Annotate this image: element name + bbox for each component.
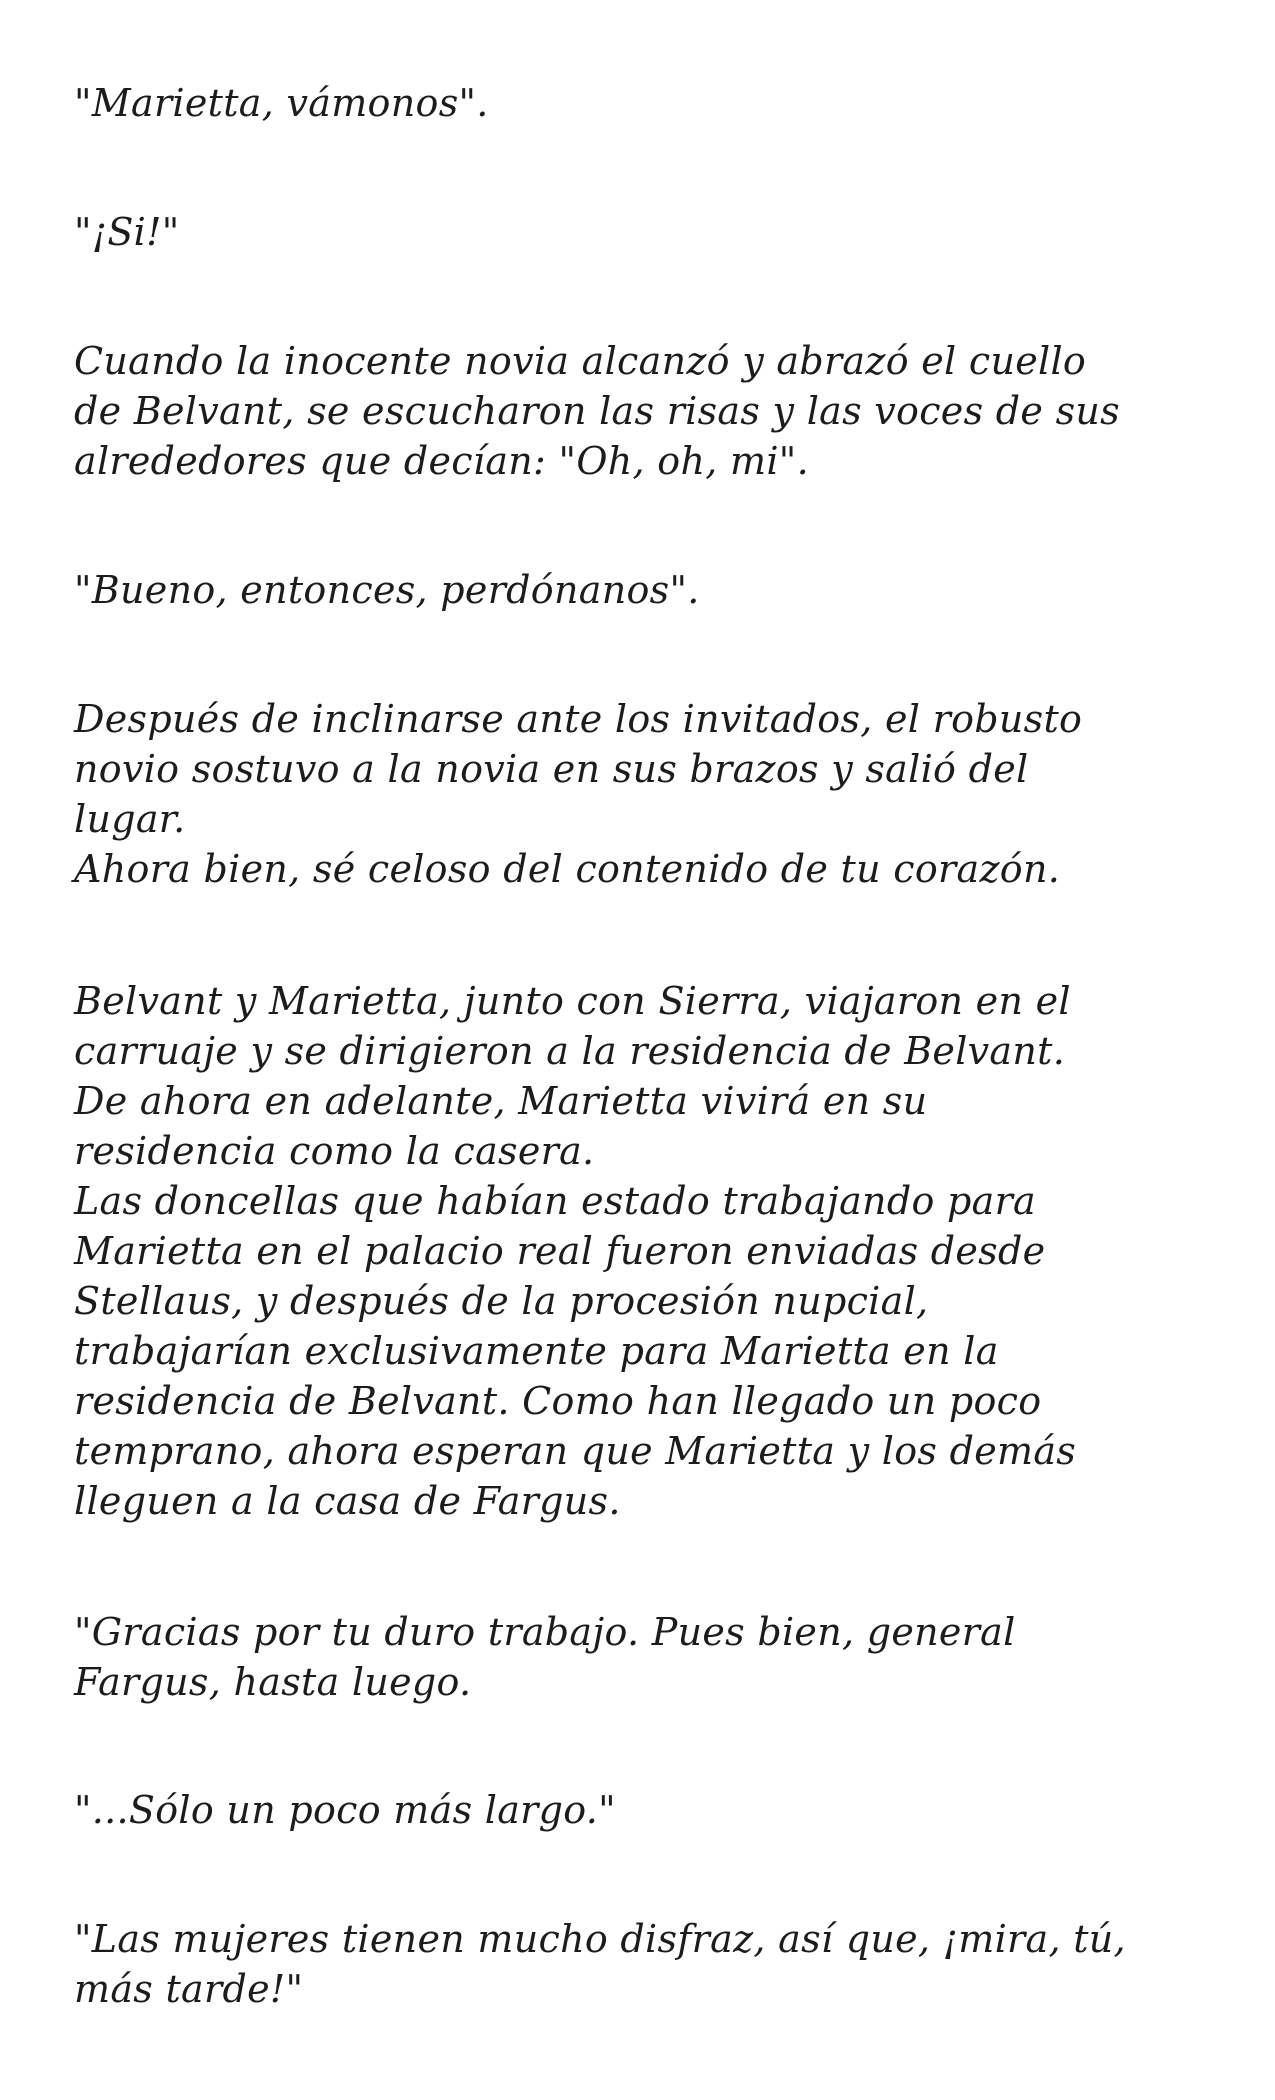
paragraph-4 xyxy=(74,565,1224,615)
paragraph-6 xyxy=(74,976,1224,1526)
text-line: residencia como la casera. xyxy=(74,1129,595,1173)
paragraph-8 xyxy=(74,1785,1224,1835)
paragraph-3 xyxy=(74,336,1224,486)
text-line: lugar. xyxy=(74,797,186,841)
paragraph-2 xyxy=(74,207,1224,257)
text-line: Fargus, hasta luego. xyxy=(74,1660,472,1704)
text-line: "...Sólo un poco más largo." xyxy=(74,1788,616,1832)
text-line: más tarde!" xyxy=(74,1967,304,2011)
text-line: trabajarían exclusivamente para Marietta en la xyxy=(74,1329,999,1373)
paragraph-9 xyxy=(74,1914,1224,2014)
text-line: Marietta en el palacio real fueron enviadas desde xyxy=(74,1229,1046,1273)
text-line: Las doncellas que habían estado trabajando para xyxy=(74,1179,1037,1223)
text-line: Cuando la inocente novia alcanzó y abrazó el cuello xyxy=(74,339,1087,383)
text-line: residencia de Belvant. Como han llegado un poco xyxy=(74,1379,1042,1423)
text-line: Ahora bien, sé celoso del contenido de tu corazón. xyxy=(74,847,1061,891)
text-line: "Bueno, entonces, perdónanos". xyxy=(74,568,700,612)
paragraph-5 xyxy=(74,694,1224,894)
text-line: "Gracias por tu duro trabajo. Pues bien, general xyxy=(74,1610,1016,1654)
text-line: Stellaus, y después de la procesión nupcial, xyxy=(74,1279,929,1323)
text-line: temprano, ahora esperan que Marietta y los demás xyxy=(74,1429,1077,1473)
text-line: novio sostuvo a la novia en sus brazos y salió del xyxy=(74,747,1029,791)
text-line: "¡Si!" xyxy=(74,210,180,254)
paragraph-1 xyxy=(74,78,1224,128)
text-line: "Marietta, vámonos". xyxy=(74,81,489,125)
text-line: lleguen a la casa de Fargus. xyxy=(74,1479,621,1523)
text-line: Después de inclinarse ante los invitados, el robusto xyxy=(74,697,1083,741)
paragraph-7 xyxy=(74,1607,1224,1707)
text-line: De ahora en adelante, Marietta vivirá en su xyxy=(74,1079,928,1123)
text-line: de Belvant, se escucharon las risas y las voces de sus xyxy=(74,389,1120,433)
text-line: Belvant y Marietta, junto con Sierra, viajaron en el xyxy=(74,979,1071,1023)
text-line: carruaje y se dirigieron a la residencia de Belvant. xyxy=(74,1029,1066,1073)
text-line: "Las mujeres tienen mucho disfraz, así que, ¡mira, tú, xyxy=(74,1917,1126,1961)
text-line: alrededores que decían: "Oh, oh, mi". xyxy=(74,439,809,483)
